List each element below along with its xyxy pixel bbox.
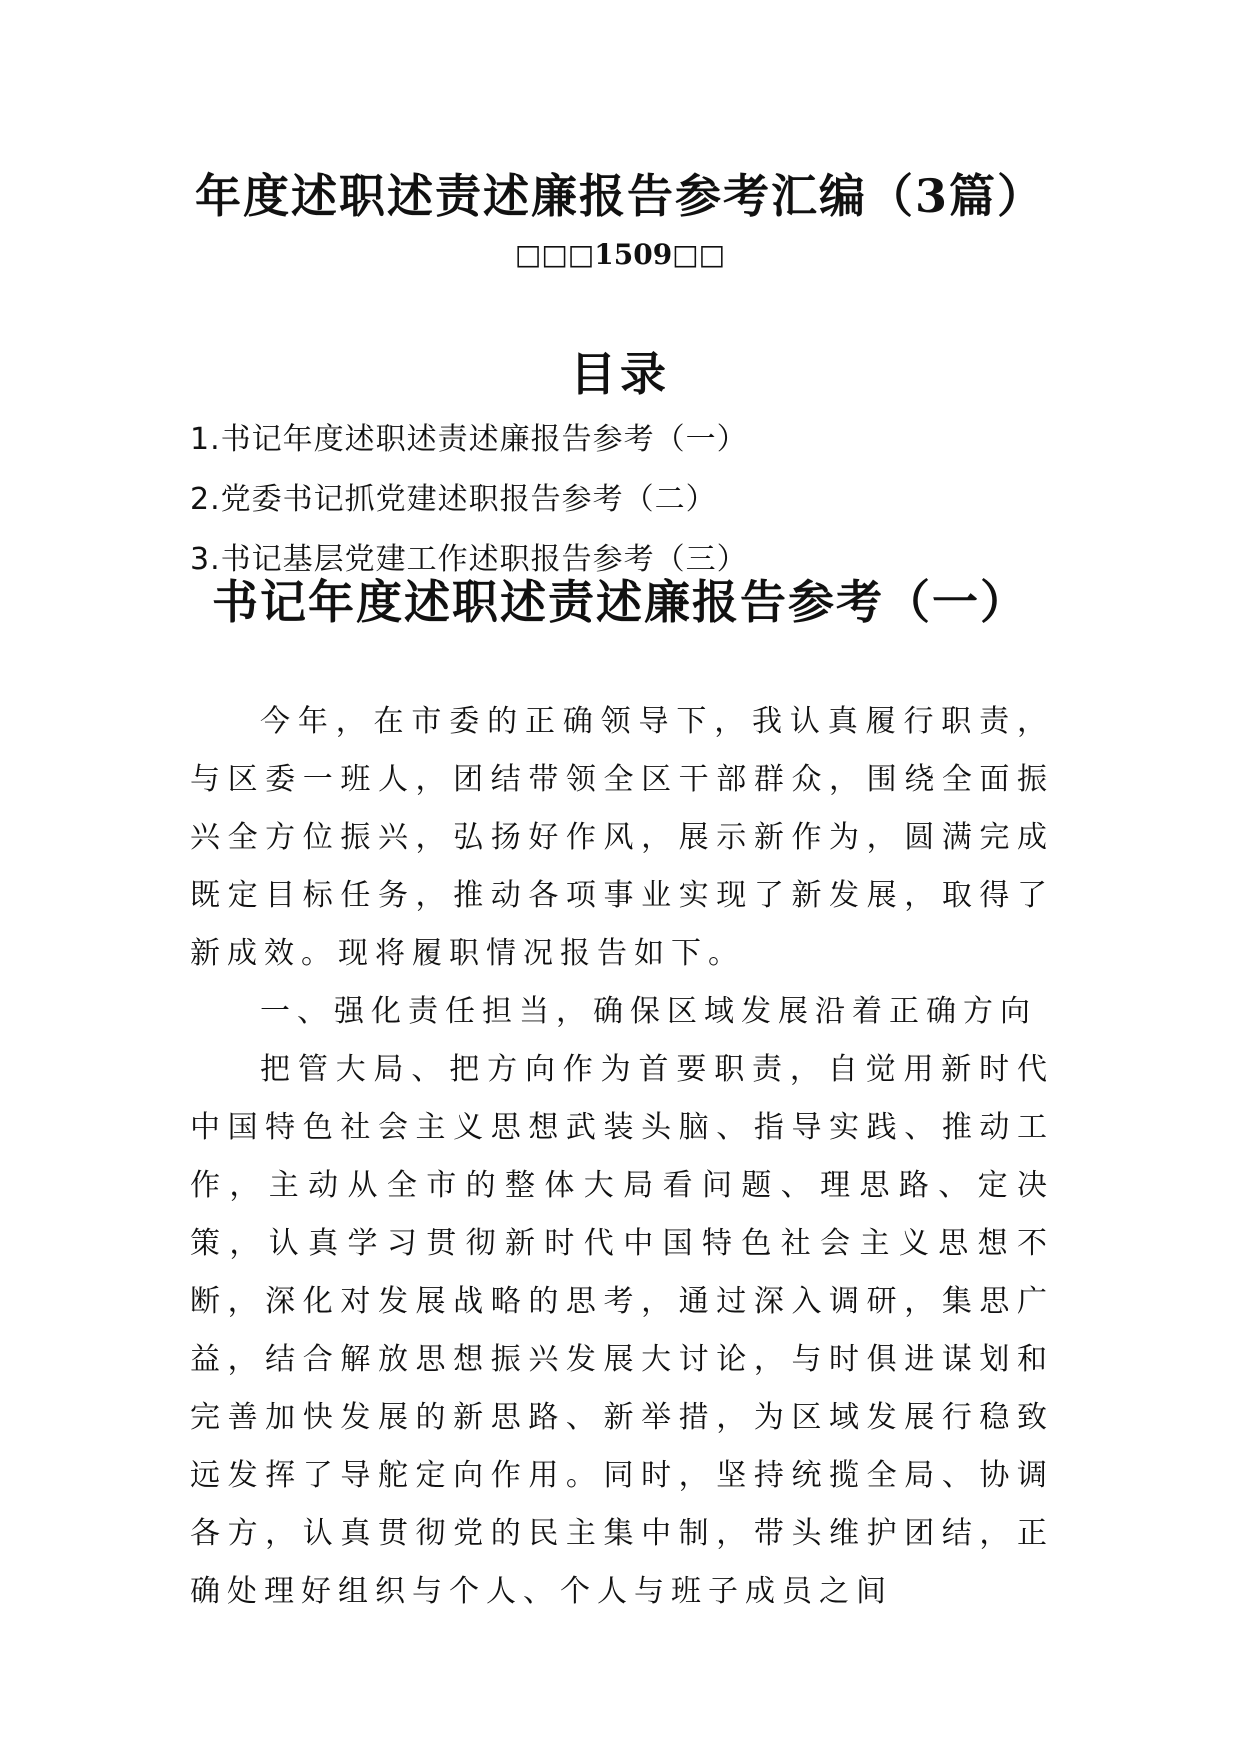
table-of-contents xyxy=(190,410,748,590)
toc-heading: 目录 xyxy=(570,347,670,401)
document-title: 年度述职述责述廉报告参考汇编（3篇） xyxy=(194,169,1045,223)
toc-item-3: 3.书记基层党建工作述职报告参考（三） xyxy=(190,542,748,577)
section-body xyxy=(190,693,1054,1621)
body-paragraph-2: 把管大局、把方向作为首要职责，自觉用新时代中国特色社会主义思想武装头脑、指导实践、推动工作，主动从全市的整体大局看问题、理思路、定决策，认真学习贯彻新时代中国特色社会主义思想不断，深化对发展战略的思考，通过深入调研，集思广益，结合解放思想振兴发展大讨论，与时俱进谋划和完善加快发展的新思路、新举措，为区域发展行稳致远发挥了导舵定向作用。同时，坚持统揽全局、协调各方，认真贯彻党的民主集中制，带头维护团结，正确处理好组织与个人、个人与班子成员之间 xyxy=(190,1052,1054,1609)
body-paragraph-heading-1: 一、强化责任担当，确保区域发展沿着正确方向 xyxy=(260,994,1037,1029)
section-title: 书记年度述职述责述廉报告参考（一） xyxy=(212,575,1028,629)
word-count: □□□1509□□ xyxy=(514,238,726,271)
toc-item-1: 1.书记年度述职述责述廉报告参考（一） xyxy=(190,422,748,457)
toc-item-2: 2.党委书记抓党建述职报告参考（二） xyxy=(190,482,717,517)
body-paragraph-intro: 今年，在市委的正确领导下，我认真履行职责，与区委一班人，团结带领全区干部群众，围绕全面振兴全方位振兴，弘扬好作风，展示新作为，圆满完成既定目标任务，推动各项事业实现了新发展，取得了新成效。现将履职情况报告如下。 xyxy=(190,704,1054,971)
